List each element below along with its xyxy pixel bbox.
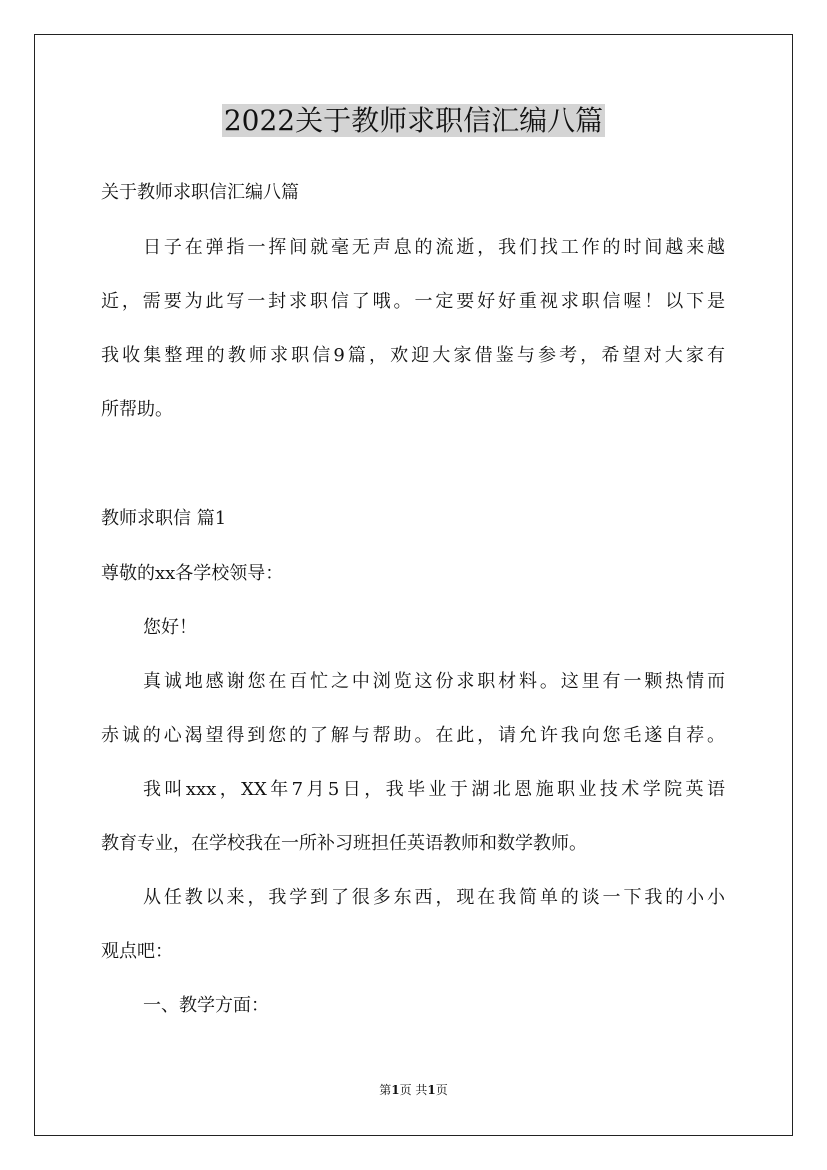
page-suffix: 页	[435, 1083, 448, 1097]
page-current: 1	[391, 1083, 400, 1097]
document-title-text: 2022关于教师求职信汇编八篇	[223, 104, 604, 137]
page-prefix: 第	[379, 1083, 392, 1097]
document-subtitle: 关于教师求职信汇编八篇	[101, 182, 299, 203]
body-line-7: 一、教学方面：	[143, 995, 269, 1016]
body-line-5: 从任教以来，我学到了很多东西，现在我简单的谈一下我的小小	[143, 887, 725, 908]
body-line-6: 观点吧：	[101, 941, 173, 962]
body-line-1: 真诚地感谢您在百忙之中浏览这份求职材料。这里有一颗热情而	[143, 671, 725, 692]
intro-line-1: 日子在弹指一挥间就毫无声息的流逝，我们找工作的时间越来越	[143, 237, 725, 258]
body-line-3: 我叫xxx，XX年7月5日，我毕业于湖北恩施职业技术学院英语	[143, 779, 725, 800]
page-total: 1	[427, 1083, 436, 1097]
body-line-4: 教育专业，在学校我在一所补习班担任英语教师和数学教师。	[101, 833, 587, 854]
page-mid: 页 共	[399, 1083, 428, 1097]
intro-line-2: 近，需要为此写一封求职信了哦。一定要好好重视求职信喔！以下是	[101, 291, 725, 312]
page-footer	[0, 1082, 827, 1098]
letter-greeting: 您好！	[143, 617, 197, 638]
document-title	[0, 101, 827, 141]
intro-line-3: 我收集整理的教师求职信9篇，欢迎大家借鉴与参考，希望对大家有	[101, 345, 725, 366]
body-line-2: 赤诚的心渴望得到您的了解与帮助。在此，请允许我向您毛遂自荐。	[101, 725, 725, 746]
intro-line-4: 所帮助。	[101, 399, 173, 420]
letter-salutation: 尊敬的xx各学校领导：	[101, 563, 284, 584]
section-heading: 教师求职信 篇1	[101, 508, 227, 529]
